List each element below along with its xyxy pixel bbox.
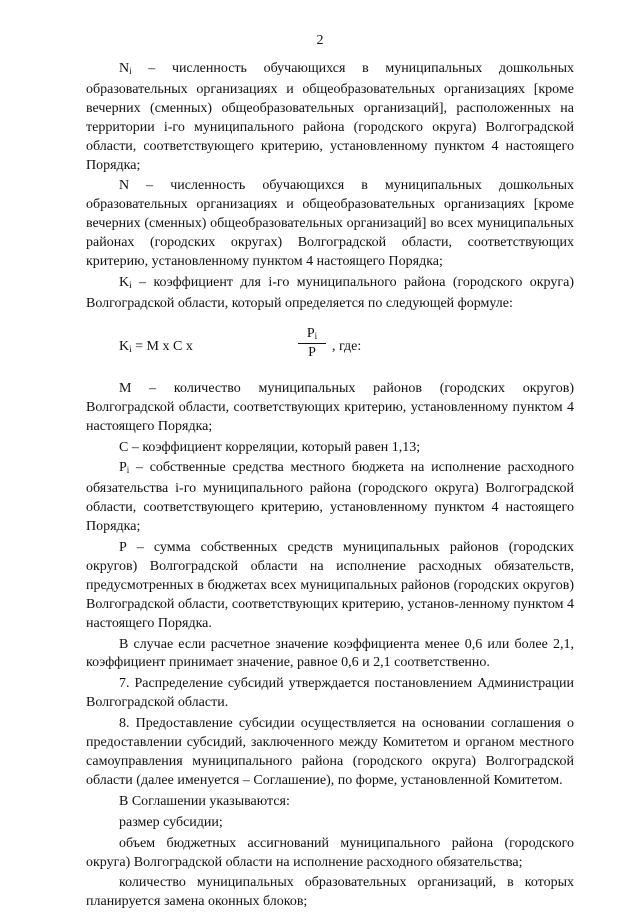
formula-left: $K_i = M$ x C x (119, 338, 193, 354)
paragraph: $N_i$ – численность обучающихся в муниципальных дошкольных образовательных организациях и общеобразовательных организациях [кроме вечерних (сменных) общеобразовательных организаций], расположенных на территории i-го муниципального района (городского округа) Волгоградской области, соответствующего критерию, установленному пунктом 4 настоящего Порядка; (86, 61, 574, 173)
paragraph: В случае если расчетное значение коэффициента менее 0,6 или более 2,1, коэффициент принимает значение, равное 0,6 и 2,1 соответственно. (86, 636, 574, 671)
paragraph: Р – сумма собственных средств муниципальных районов (городских округов) Волгоградской области на исполнение расходных обязательств, предусмотренных в бюджетах всех муниципальных районов (городских округов) Волгоградской области, соответствующих критерию, установ-ленному пунктом 4 настоящего Порядка. (86, 540, 574, 631)
paragraph: 7. Распределение субсидий утверждается постановлением Администрации Волгоградской области. (86, 676, 574, 711)
paragraph: $P_i$ – собственные средства местного бюджета на исполнение расходного обязательства i-го муниципального района (городского округа) Волгоградской области, соответствующего критерию, установленному пунктом 4 настоящего Порядка; (86, 460, 574, 535)
formula-right: , где: (332, 338, 362, 354)
page-number: 2 (316, 33, 324, 48)
paragraph: В Соглашении указываются: (119, 793, 290, 809)
formula-denominator: P (308, 344, 316, 360)
paragraph: количество муниципальных образовательных организаций, в которых планируется замена оконных блоков; (86, 875, 574, 910)
paragraph: С – коэффициент корреляции, который равен 1,13; (119, 439, 421, 455)
paragraph: $K_i$ – коэффициент для i-го муниципального района (городского округа) Волгоградской области, который определяется по следующей формуле: (86, 274, 574, 311)
paragraph: объем бюджетных ассигнований муниципального района (городского округа) Волгоградской области на исполнение расходного обязательства; (86, 835, 574, 870)
paragraph: М – количество муниципальных районов (городских округов) Волгоградской области, соответствующих критерию, установленному пунктом 4 настоящего Порядка; (86, 380, 574, 434)
paragraph: N – численность обучающихся в муниципальных дошкольных образовательных организациях и общеобразовательных организациях [кроме вечерних (сменных) общеобразовательных организаций] во всех муниципальных районах (городских округах) Волгоградской области, соответствующих критерию, установленному пунктом 4 настоящего Порядка; (86, 178, 574, 270)
formula-fraction (298, 325, 326, 362)
paragraph: размер субсидии; (119, 814, 223, 830)
document-body (86, 60, 574, 912)
formula-numerator: $P_i$ (306, 325, 318, 341)
paragraph: 8. Предоставление субсидии осуществляется на основании соглашения о предоставлении субсидий, заключенного между Комитетом и органом местного самоуправления муниципального района (городского округа) Волгоградской области (далее именуется – Соглашение), по форме, установленной Комитетом. (86, 716, 574, 788)
formula (86, 314, 574, 380)
